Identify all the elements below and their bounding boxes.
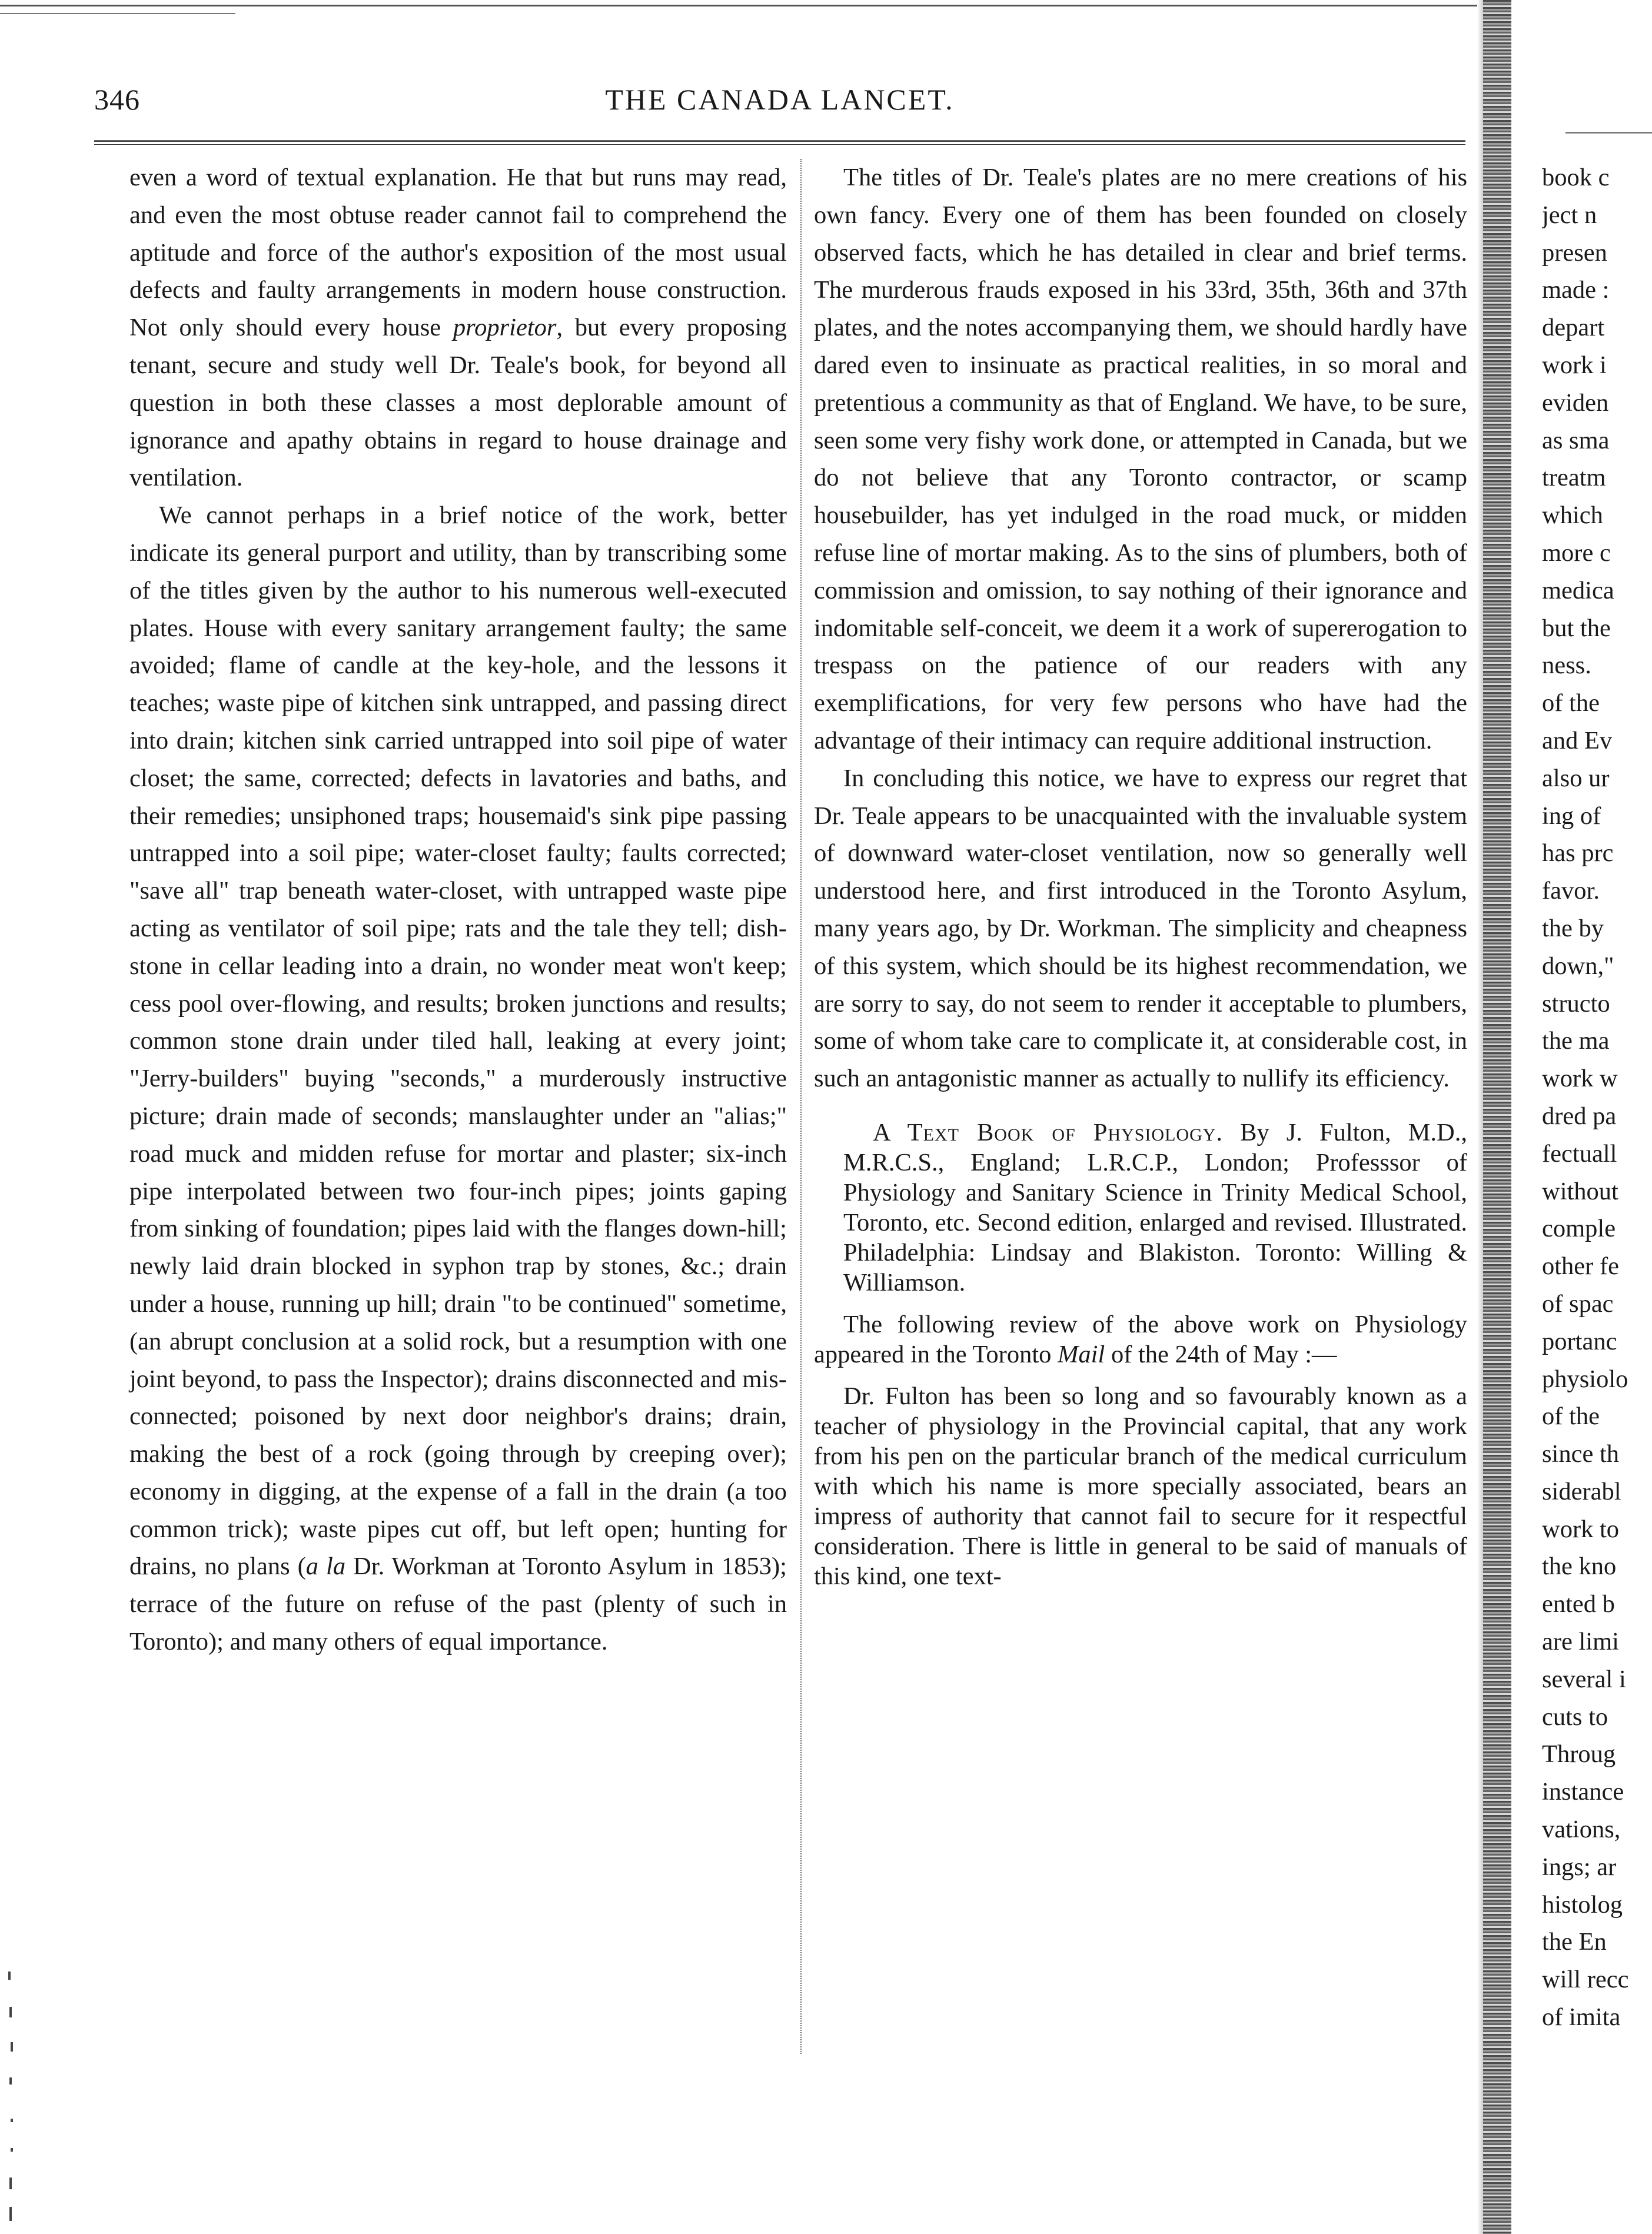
book-title: A Text Book of Physiology. (873, 1118, 1224, 1146)
paragraph-downward-ventilation: In concluding this notice, we have to express our regret that Dr. Teale appears to be unacquainted with the invaluable system of downward water-closet ventilation, now so generally well understood here, and first introduced in the Toronto Asylum, many years ago, by Dr. Workman. The simplicity and cheapness of this system, which should be its highest recommendation, we are sorry to say, do not seem to render it acceptable to plumbers, some of whom take care to complicate it, at considerable cost, in such an antagonistic manner as actually to nullify its efficiency. (814, 764, 1467, 1093)
next-page-line: depart (1542, 314, 1605, 342)
next-page-line: of the (1542, 689, 1600, 717)
next-page-line: book c (1542, 164, 1610, 191)
next-page-line: eviden (1542, 388, 1609, 417)
left-column (129, 159, 787, 1661)
top-edge-rule-short (0, 13, 235, 14)
paragraph-plate-facts: The titles of Dr. Teale's plates are no mere creations of his own fancy. Every one of them has been founded on closely observed facts, which he has detailed in clear and brief terms. The murderous frauds exposed in his 33rd, 35th, 36th and 37th plates, and the notes accompanying them, we should hardly have dared even to insinuate as practical realities, in so moral and pretentious a community as that of England. We have, to be sure, seen some very fishy work done, or attempted in Canada, but we do not believe that any Toronto contractor, or scamp housebuilder, has yet indulged in the road muck, or midden refuse line of mortar making. As to the sins of plumbers, both of commission and omission, to say nothing of their ignorance and indomitable self-conceit, we deem it a work of supererogation to trespass on the patience of our readers with any exemplifications, for very few persons who have had the advantage of their intimacy can require additional instruction. (814, 164, 1467, 754)
next-page-line: of spac (1542, 1289, 1614, 1318)
page-binding-strip (1483, 0, 1511, 2234)
next-page-header-rule (1565, 132, 1652, 137)
page-header (94, 82, 1465, 129)
next-page-line: cuts to (1542, 1703, 1608, 1731)
next-page-line: favor. (1542, 877, 1600, 905)
next-page-line: more c (1542, 538, 1611, 567)
next-page-line: ness. (1542, 651, 1591, 680)
review-intro-text: The following review of the above work on Physiology appeared in the Toronto (814, 1310, 1467, 1368)
running-title: THE CANADA LANCET. (605, 83, 955, 116)
next-page-line: ing of (1542, 802, 1601, 830)
next-page-line: treatm (1542, 464, 1606, 492)
next-page-line: the by (1542, 914, 1604, 942)
next-page-line: the kno (1542, 1553, 1617, 1581)
next-page-line: has prc (1542, 839, 1614, 867)
paragraph-house-construction: even a word of textual explanation. He that but runs may read, and even the most obtuse reader cannot fail to comprehend the aptitude and force of the author's exposition of the most usual defects and faulty arrangements in modern house construction. Not only should every house proprietor, but every proposing tenant, secure and study well Dr. Teale's book, for beyond all question in both these classes a most deplorable amount of ignorance and apathy obtains in regard to house drainage and ventilation. (129, 164, 787, 492)
next-page-line: several i (1542, 1665, 1626, 1693)
page-binding-edge (1477, 0, 1483, 2234)
next-page-line: will recc (1542, 1966, 1629, 1994)
next-page-line: made : (1542, 276, 1610, 304)
page-number: 346 (94, 83, 140, 116)
italic-proprietor: proprietor (453, 314, 557, 342)
margin-marks (0, 1972, 24, 2230)
next-page-line: the En (1542, 1928, 1607, 1956)
next-page-line: fectuall (1542, 1139, 1617, 1168)
next-page-line: presen (1542, 238, 1607, 267)
italic-a-la: a la (305, 1553, 346, 1581)
next-page-line: which (1542, 501, 1603, 530)
next-page-line: portanc (1542, 1327, 1617, 1355)
next-page-line: but the (1542, 614, 1611, 642)
next-page-line: of imita (1542, 2003, 1621, 2032)
next-page-line: the ma (1542, 1027, 1610, 1055)
header-rule (94, 140, 1465, 145)
paragraph-plate-titles: We cannot perhaps in a brief notice of the work, better indicate its general purport and utility, than by transcribing some of the titles given by the author to his numerous well-executed plates. House with every sanitary arrangement faulty; the same avoided; flame of candle at the key-hole, and the lessons it teaches; waste pipe of kitchen sink untrapped, and passing direct into drain; kitchen sink carried untrapped into soil pipe of water closet; the same, corrected; defects in lavatories and baths, and their remedies; unsiphoned traps; housemaid's sink pipe passing untrapped into a soil pipe; water-closet faulty; faults corrected; "save all" trap beneath water-closet, with untrapped waste pipe acting as ventilator of soil pipe; rats and the tale they tell; dish-stone in cellar leading into a drain, no wonder meat won't keep; cess pool over-flowing, and results; broken junctions and results; common stone drain under tiled hall, leaking at every joint; "Jerry-builders" buying "seconds," a murderously instructive picture; drain made of seconds; manslaughter under an "alias;" road muck and midden refuse for mortar and plaster; six-inch pipe interpolated between two four-inch pipes; joints gaping from sinking of foundation; pipes laid with the flanges down-hill; newly laid drain blocked in syphon trap by stones, &c.; drain under a house, running up hill; drain "to be continued" sometime, (an abrupt conclusion at a solid rock, but a resumption with one joint beyond, to pass the Inspector); drains disconnected and mis-connected; poisoned by next door neighbor's drains; drain, making the best of a rock (going through by creeping over); economy in digging, at the expense of a fall in the drain (a too common trick); waste pipes cut off, but left open; hunting for drains, no plans (a la Dr. Workman at Toronto Asylum in 1853); terrace of the future on refuse of the past (plenty of such in Toronto); and many others of equal importance. (129, 501, 787, 1656)
section-gap (814, 1098, 1467, 1118)
next-page-line: without (1542, 1177, 1618, 1205)
next-page-line: structo (1542, 989, 1610, 1018)
next-page-line: instance (1542, 1778, 1624, 1806)
next-page-line: medica (1542, 576, 1614, 604)
next-page-line: ject n (1542, 201, 1597, 229)
next-page-line: ings; ar (1542, 1853, 1617, 1881)
section-gap (814, 1298, 1467, 1309)
next-page-line: of the (1542, 1402, 1600, 1431)
next-page-line: siderabl (1542, 1477, 1621, 1505)
section-gap (814, 1369, 1467, 1381)
top-edge-rule (0, 5, 1483, 6)
next-page-line: work i (1542, 351, 1607, 379)
next-page-line: as sma (1542, 426, 1610, 454)
next-page-line: are limi (1542, 1628, 1619, 1656)
review-intro-date: of the 24th of May :— (1105, 1340, 1337, 1368)
middle-column (814, 159, 1467, 1591)
next-page-fragment (1542, 159, 1652, 2036)
next-page-line: down," (1542, 952, 1614, 980)
next-page-line: work to (1542, 1515, 1620, 1543)
next-page-line: Throug (1542, 1740, 1616, 1768)
next-page-line: vations, (1542, 1816, 1621, 1844)
review-intro (814, 1309, 1467, 1369)
book-citation (814, 1118, 1467, 1298)
column-divider (800, 159, 802, 2054)
next-page-line: physiolo (1542, 1365, 1628, 1393)
next-page-line: ented b (1542, 1590, 1615, 1618)
next-page-line: since th (1542, 1440, 1620, 1468)
next-page-line: histolog (1542, 1890, 1623, 1919)
next-page-line: dred pa (1542, 1102, 1617, 1130)
next-page-line: comple (1542, 1215, 1616, 1243)
newspaper-name: Mail (1058, 1340, 1105, 1368)
book-citation-details: By J. Fulton, M.D., M.R.C.S., England; L.R.C.P., London; Professsor of Physiology and Sanitary Science in Trinity Medical School, Toronto, etc. Second edition, enlarged and revised. Illustrated. Philadelphia: Lindsay and Blakiston. Toronto: Willing & Williamson. (843, 1118, 1468, 1296)
next-page-line: also ur (1542, 764, 1610, 792)
next-page-line: work w (1542, 1065, 1618, 1093)
review-paragraph: Dr. Fulton has been so long and so favourably known as a teacher of physiology in the Provincial capital, that any work from his pen on the particular branch of the medical curriculum with which his name is more specially associated, bears an impress of authority that cannot fail to secure for it respectful consideration. There is little in general to be said of manuals of this kind, one text- (814, 1382, 1467, 1590)
next-page-line: and Ev (1542, 726, 1613, 754)
next-page-line: other fe (1542, 1252, 1619, 1281)
